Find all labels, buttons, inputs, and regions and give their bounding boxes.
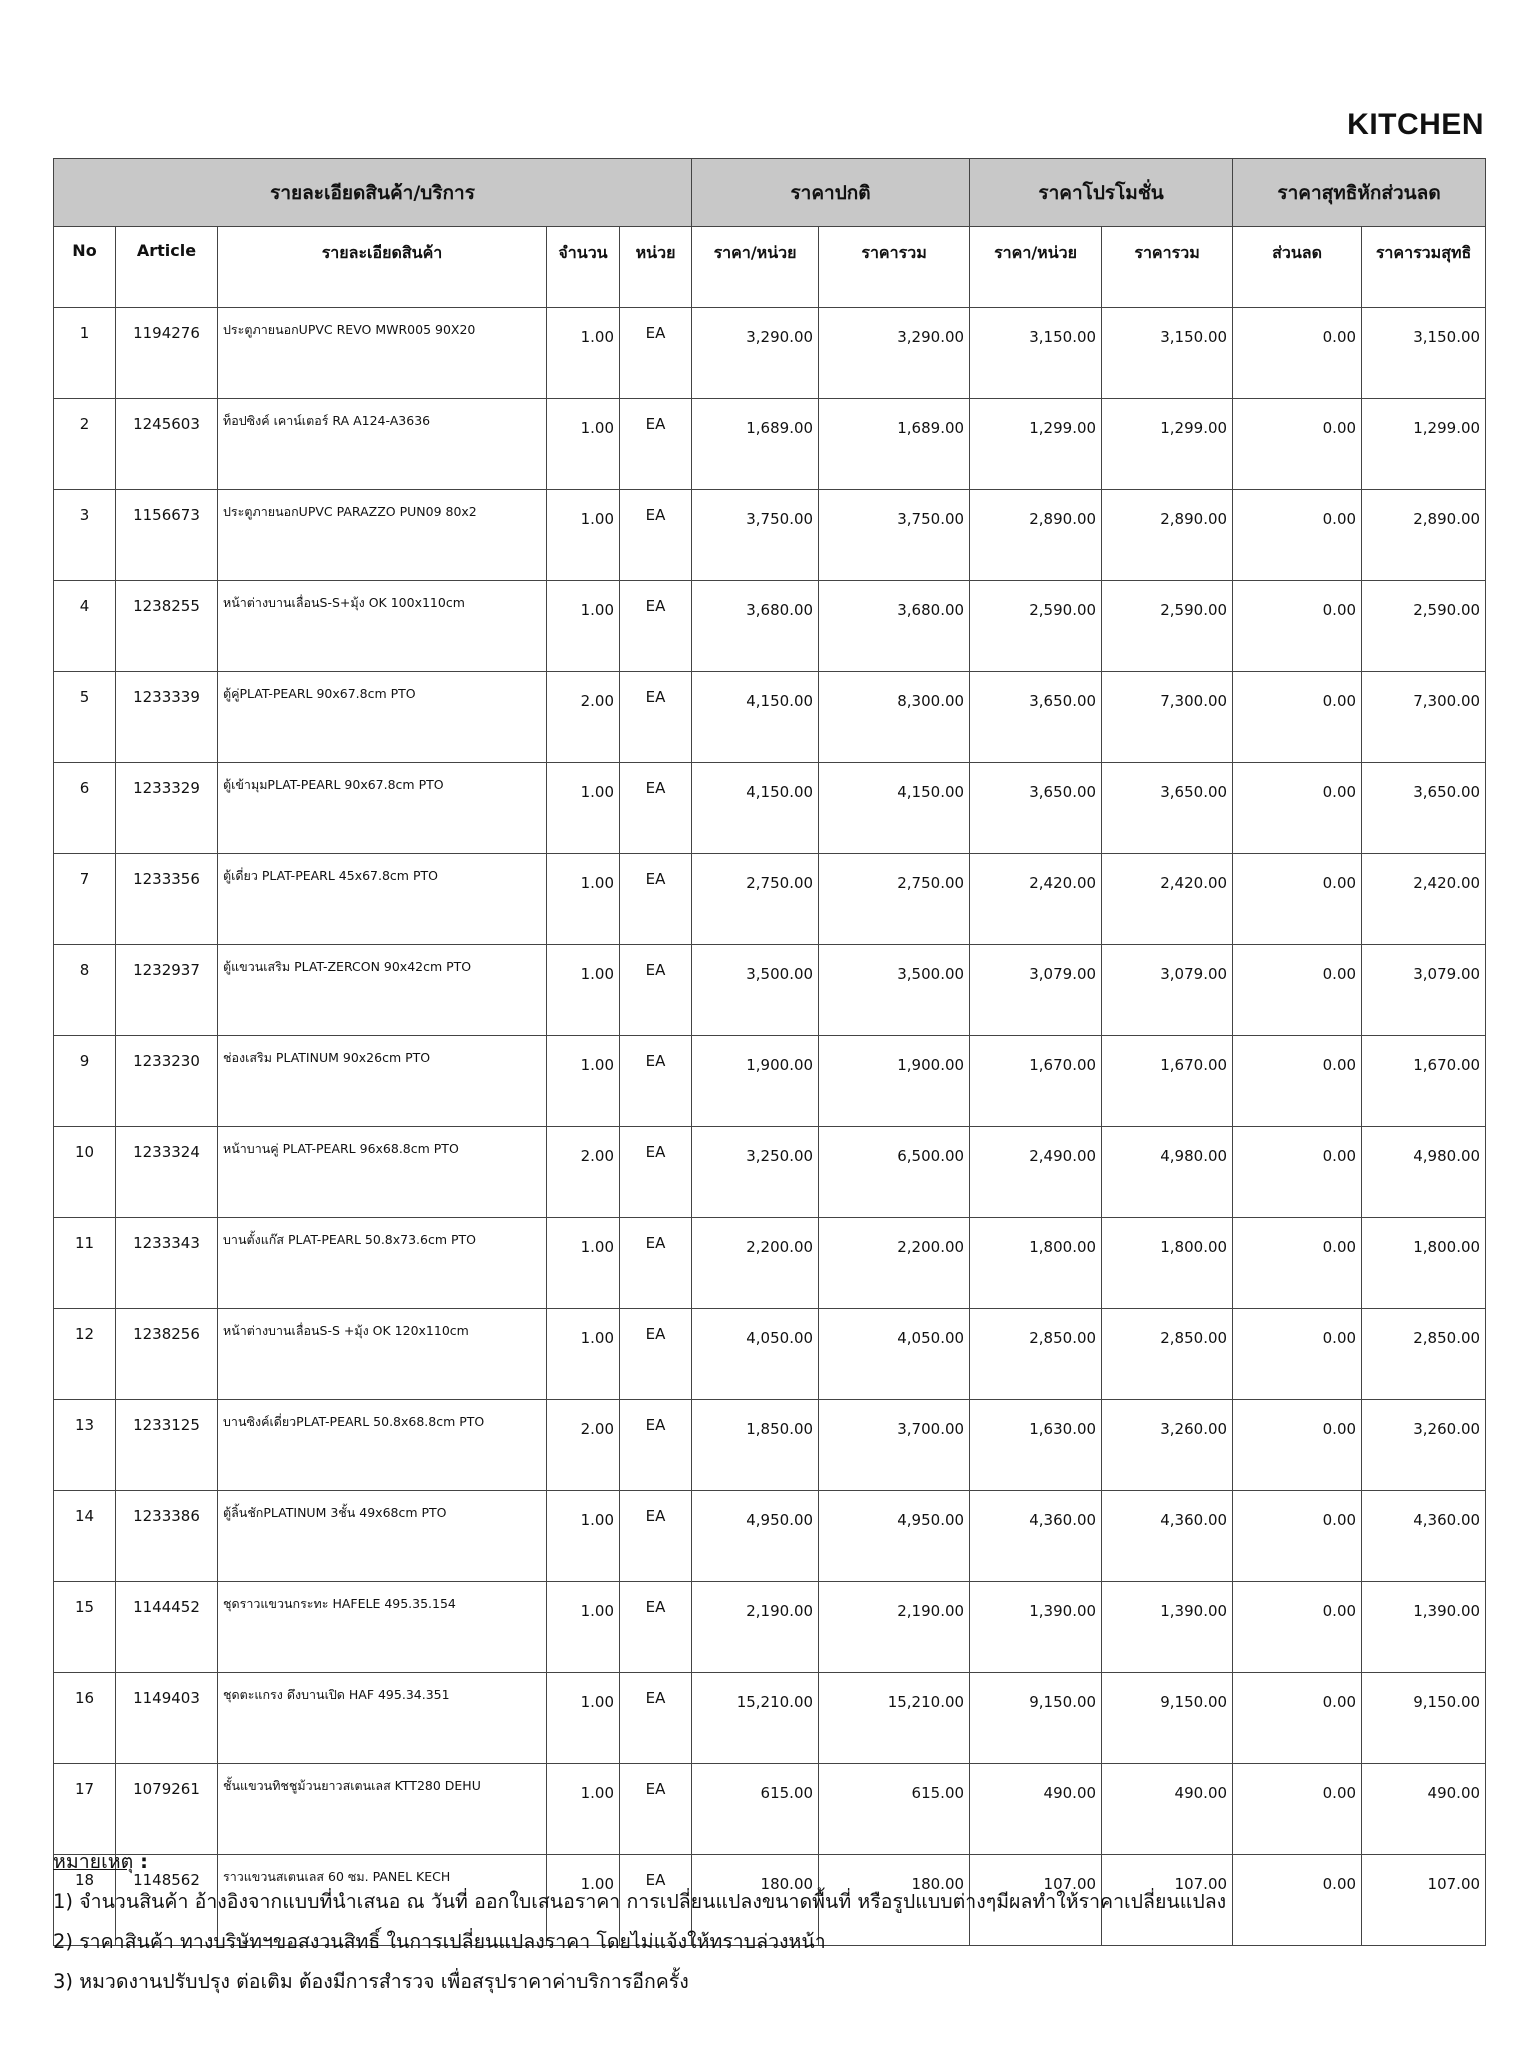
cell-article: 1245603 bbox=[116, 399, 218, 490]
cell-normal-unit: 180.00 bbox=[692, 1855, 819, 1946]
table-row bbox=[54, 1673, 1486, 1764]
cell-discount: 0.00 bbox=[1233, 1036, 1362, 1127]
cell-qty: 1.00 bbox=[547, 490, 620, 581]
cell-normal-unit: 2,200.00 bbox=[692, 1218, 819, 1309]
cell-article: 1238256 bbox=[116, 1309, 218, 1400]
cell-qty: 1.00 bbox=[547, 945, 620, 1036]
col-header-qty: จำนวน bbox=[547, 227, 620, 308]
cell-net-total: 3,650.00 bbox=[1362, 763, 1486, 854]
col-header-unit: หน่วย bbox=[620, 227, 692, 308]
group-header-normal-price: ราคาปกติ bbox=[692, 159, 970, 227]
cell-normal-unit: 3,750.00 bbox=[692, 490, 819, 581]
cell-no: 1 bbox=[54, 308, 116, 399]
cell-article: 1194276 bbox=[116, 308, 218, 399]
cell-net-total: 3,150.00 bbox=[1362, 308, 1486, 399]
cell-net-total: 2,850.00 bbox=[1362, 1309, 1486, 1400]
cell-normal-unit: 3,680.00 bbox=[692, 581, 819, 672]
cell-article: 1233386 bbox=[116, 1491, 218, 1582]
col-header-article: Article bbox=[116, 227, 218, 308]
cell-qty: 1.00 bbox=[547, 399, 620, 490]
cell-promo-total: 3,150.00 bbox=[1102, 308, 1233, 399]
cell-no: 17 bbox=[54, 1764, 116, 1855]
cell-net-total: 1,670.00 bbox=[1362, 1036, 1486, 1127]
cell-promo-unit: 1,670.00 bbox=[970, 1036, 1102, 1127]
cell-discount: 0.00 bbox=[1233, 763, 1362, 854]
cell-discount: 0.00 bbox=[1233, 1855, 1362, 1946]
cell-discount: 0.00 bbox=[1233, 399, 1362, 490]
cell-article: 1233230 bbox=[116, 1036, 218, 1127]
cell-promo-unit: 490.00 bbox=[970, 1764, 1102, 1855]
cell-desc: ตู้เข้ามุมPLAT-PEARL 90x67.8cm PTO bbox=[218, 763, 547, 854]
table-body bbox=[54, 308, 1486, 1946]
cell-promo-total: 3,650.00 bbox=[1102, 763, 1233, 854]
cell-promo-total: 2,590.00 bbox=[1102, 581, 1233, 672]
cell-normal-total: 1,900.00 bbox=[819, 1036, 970, 1127]
cell-desc: หน้าต่างบานเลื่อนS-S +มุ้ง OK 120x110cm bbox=[218, 1309, 547, 1400]
cell-desc: ชุดราวแขวนกระทะ HAFELE 495.35.154 bbox=[218, 1582, 547, 1673]
cell-normal-total: 4,150.00 bbox=[819, 763, 970, 854]
cell-qty: 1.00 bbox=[547, 1036, 620, 1127]
cell-promo-unit: 3,650.00 bbox=[970, 672, 1102, 763]
cell-normal-unit: 2,190.00 bbox=[692, 1582, 819, 1673]
cell-normal-total: 615.00 bbox=[819, 1764, 970, 1855]
cell-discount: 0.00 bbox=[1233, 945, 1362, 1036]
cell-promo-total: 4,980.00 bbox=[1102, 1127, 1233, 1218]
table-row bbox=[54, 854, 1486, 945]
note-line: 2) ราคาสินค้า ทางบริษัทฯขอสงวนสิทธิ์ ในการเปลี่ยนแปลงราคา โดยไม่แจ้งให้ทราบล่วงหน้า bbox=[53, 1930, 826, 1953]
cell-unit: EA bbox=[620, 763, 692, 854]
cell-net-total: 1,299.00 bbox=[1362, 399, 1486, 490]
cell-desc: หน้าต่างบานเลื่อนS-S+มุ้ง OK 100x110cm bbox=[218, 581, 547, 672]
cell-discount: 0.00 bbox=[1233, 581, 1362, 672]
cell-desc: ท็อปซิงค์ เคาน์เตอร์ RA A124-A3636 bbox=[218, 399, 547, 490]
note-line: 3) หมวดงานปรับปรุง ต่อเติม ต้องมีการสำรวจ เพื่อสรุปราคาค่าบริการอีกครั้ง bbox=[53, 1970, 689, 1993]
cell-no: 11 bbox=[54, 1218, 116, 1309]
cell-promo-unit: 1,630.00 bbox=[970, 1400, 1102, 1491]
cell-normal-total: 2,190.00 bbox=[819, 1582, 970, 1673]
cell-net-total: 107.00 bbox=[1362, 1855, 1486, 1946]
cell-normal-total: 15,210.00 bbox=[819, 1673, 970, 1764]
table-row bbox=[54, 308, 1486, 399]
cell-qty: 1.00 bbox=[547, 763, 620, 854]
cell-desc: ประตูภายนอกUPVC PARAZZO PUN09 80x2 bbox=[218, 490, 547, 581]
cell-desc: บานตั้งแก๊ส PLAT-PEARL 50.8x73.6cm PTO bbox=[218, 1218, 547, 1309]
cell-promo-unit: 3,150.00 bbox=[970, 308, 1102, 399]
col-header-normal-unit: ราคา/หน่วย bbox=[692, 227, 819, 308]
cell-net-total: 490.00 bbox=[1362, 1764, 1486, 1855]
notes-colon: : bbox=[133, 1850, 148, 1873]
cell-desc: บานซิงค์เดี่ยวPLAT-PEARL 50.8x68.8cm PTO bbox=[218, 1400, 547, 1491]
cell-qty: 1.00 bbox=[547, 854, 620, 945]
cell-unit: EA bbox=[620, 1764, 692, 1855]
cell-normal-total: 2,750.00 bbox=[819, 854, 970, 945]
cell-promo-total: 3,079.00 bbox=[1102, 945, 1233, 1036]
cell-normal-total: 4,050.00 bbox=[819, 1309, 970, 1400]
cell-unit: EA bbox=[620, 945, 692, 1036]
table-row bbox=[54, 672, 1486, 763]
cell-unit: EA bbox=[620, 672, 692, 763]
cell-article: 1233125 bbox=[116, 1400, 218, 1491]
cell-qty: 1.00 bbox=[547, 1673, 620, 1764]
cell-article: 1148562 bbox=[116, 1855, 218, 1946]
cell-promo-total: 107.00 bbox=[1102, 1855, 1233, 1946]
cell-qty: 1.00 bbox=[547, 581, 620, 672]
cell-no: 9 bbox=[54, 1036, 116, 1127]
cell-promo-unit: 1,390.00 bbox=[970, 1582, 1102, 1673]
cell-net-total: 1,800.00 bbox=[1362, 1218, 1486, 1309]
cell-no: 13 bbox=[54, 1400, 116, 1491]
cell-normal-total: 1,689.00 bbox=[819, 399, 970, 490]
cell-no: 15 bbox=[54, 1582, 116, 1673]
cell-normal-unit: 1,900.00 bbox=[692, 1036, 819, 1127]
cell-qty: 1.00 bbox=[547, 1491, 620, 1582]
cell-desc: ชุดตะแกรง ดึงบานเปิด HAF 495.34.351 bbox=[218, 1673, 547, 1764]
cell-discount: 0.00 bbox=[1233, 1309, 1362, 1400]
cell-promo-total: 490.00 bbox=[1102, 1764, 1233, 1855]
cell-no: 4 bbox=[54, 581, 116, 672]
cell-unit: EA bbox=[620, 1582, 692, 1673]
cell-discount: 0.00 bbox=[1233, 1218, 1362, 1309]
cell-normal-total: 180.00 bbox=[819, 1855, 970, 1946]
table-row bbox=[54, 1309, 1486, 1400]
cell-discount: 0.00 bbox=[1233, 672, 1362, 763]
table-row bbox=[54, 1400, 1486, 1491]
cell-promo-total: 3,260.00 bbox=[1102, 1400, 1233, 1491]
cell-promo-unit: 2,850.00 bbox=[970, 1309, 1102, 1400]
table-row bbox=[54, 1582, 1486, 1673]
notes-section bbox=[53, 1842, 1226, 2002]
cell-promo-total: 7,300.00 bbox=[1102, 672, 1233, 763]
cell-qty: 2.00 bbox=[547, 1127, 620, 1218]
cell-normal-unit: 3,290.00 bbox=[692, 308, 819, 399]
cell-unit: EA bbox=[620, 490, 692, 581]
cell-article: 1156673 bbox=[116, 490, 218, 581]
cell-desc: ราวแขวนสเตนเลส 60 ซม. PANEL KECH bbox=[218, 1855, 547, 1946]
cell-promo-unit: 2,420.00 bbox=[970, 854, 1102, 945]
cell-desc: ตู้เดี่ยว PLAT-PEARL 45x67.8cm PTO bbox=[218, 854, 547, 945]
cell-unit: EA bbox=[620, 1400, 692, 1491]
cell-promo-unit: 3,650.00 bbox=[970, 763, 1102, 854]
cell-qty: 1.00 bbox=[547, 1309, 620, 1400]
cell-unit: EA bbox=[620, 1491, 692, 1582]
cell-desc: ชั้นแขวนทิชชูม้วนยาวสเตนเลส KTT280 DEHU bbox=[218, 1764, 547, 1855]
cell-promo-total: 2,890.00 bbox=[1102, 490, 1233, 581]
cell-article: 1233329 bbox=[116, 763, 218, 854]
cell-desc: ประตูภายนอกUPVC REVO MWR005 90X20 bbox=[218, 308, 547, 399]
col-header-desc: รายละเอียดสินค้า bbox=[218, 227, 547, 308]
cell-promo-total: 1,390.00 bbox=[1102, 1582, 1233, 1673]
cell-net-total: 3,079.00 bbox=[1362, 945, 1486, 1036]
cell-promo-unit: 1,299.00 bbox=[970, 399, 1102, 490]
cell-no: 7 bbox=[54, 854, 116, 945]
group-header-details: รายละเอียดสินค้า/บริการ bbox=[54, 159, 692, 227]
table-row bbox=[54, 1764, 1486, 1855]
cell-no: 12 bbox=[54, 1309, 116, 1400]
page-title: KITCHEN bbox=[1347, 108, 1484, 141]
table-row bbox=[54, 763, 1486, 854]
cell-promo-total: 2,420.00 bbox=[1102, 854, 1233, 945]
cell-normal-total: 2,200.00 bbox=[819, 1218, 970, 1309]
cell-discount: 0.00 bbox=[1233, 1127, 1362, 1218]
group-header-promo-price: ราคาโปรโมชั่น bbox=[970, 159, 1233, 227]
cell-promo-total: 1,670.00 bbox=[1102, 1036, 1233, 1127]
cell-discount: 0.00 bbox=[1233, 308, 1362, 399]
cell-promo-unit: 107.00 bbox=[970, 1855, 1102, 1946]
cell-promo-total: 2,850.00 bbox=[1102, 1309, 1233, 1400]
cell-normal-total: 3,290.00 bbox=[819, 308, 970, 399]
cell-normal-unit: 4,150.00 bbox=[692, 672, 819, 763]
cell-net-total: 4,980.00 bbox=[1362, 1127, 1486, 1218]
quotation-table bbox=[53, 158, 1486, 1946]
col-header-discount: ส่วนลด bbox=[1233, 227, 1362, 308]
cell-unit: EA bbox=[620, 1036, 692, 1127]
col-header-normal-total: ราคารวม bbox=[819, 227, 970, 308]
table-row bbox=[54, 1127, 1486, 1218]
cell-promo-total: 9,150.00 bbox=[1102, 1673, 1233, 1764]
cell-desc: หน้าบานคู่ PLAT-PEARL 96x68.8cm PTO bbox=[218, 1127, 547, 1218]
cell-discount: 0.00 bbox=[1233, 1582, 1362, 1673]
cell-normal-total: 8,300.00 bbox=[819, 672, 970, 763]
cell-qty: 2.00 bbox=[547, 672, 620, 763]
col-header-net-total: ราคารวมสุทธิ bbox=[1362, 227, 1486, 308]
cell-discount: 0.00 bbox=[1233, 854, 1362, 945]
cell-promo-total: 1,299.00 bbox=[1102, 399, 1233, 490]
cell-article: 1233339 bbox=[116, 672, 218, 763]
cell-qty: 1.00 bbox=[547, 308, 620, 399]
cell-normal-unit: 4,150.00 bbox=[692, 763, 819, 854]
note-line: 1) จำนวนสินค้า อ้างอิงจากแบบที่นำเสนอ ณ วันที่ ออกใบเสนอราคา การเปลี่ยนแปลงขนาดพื้นที่ หรือรูปแบบต่างๆมีผลทำให้ราคาเปลี่ยนแปลง bbox=[53, 1890, 1227, 1913]
group-header-net-price: ราคาสุทธิหักส่วนลด bbox=[1233, 159, 1486, 227]
cell-unit: EA bbox=[620, 854, 692, 945]
table-row bbox=[54, 1036, 1486, 1127]
cell-no: 6 bbox=[54, 763, 116, 854]
cell-article: 1079261 bbox=[116, 1764, 218, 1855]
cell-promo-total: 1,800.00 bbox=[1102, 1218, 1233, 1309]
cell-discount: 0.00 bbox=[1233, 1491, 1362, 1582]
cell-normal-total: 4,950.00 bbox=[819, 1491, 970, 1582]
notes-heading: หมายเหตุ bbox=[53, 1850, 134, 1873]
cell-no: 3 bbox=[54, 490, 116, 581]
cell-desc: ตู้ลิ้นชักPLATINUM 3ชั้น 49x68cm PTO bbox=[218, 1491, 547, 1582]
cell-net-total: 4,360.00 bbox=[1362, 1491, 1486, 1582]
cell-article: 1233324 bbox=[116, 1127, 218, 1218]
cell-desc: ตู้คู่PLAT-PEARL 90x67.8cm PTO bbox=[218, 672, 547, 763]
cell-promo-unit: 9,150.00 bbox=[970, 1673, 1102, 1764]
cell-normal-total: 3,700.00 bbox=[819, 1400, 970, 1491]
cell-article: 1144452 bbox=[116, 1582, 218, 1673]
cell-no: 10 bbox=[54, 1127, 116, 1218]
cell-discount: 0.00 bbox=[1233, 490, 1362, 581]
cell-discount: 0.00 bbox=[1233, 1673, 1362, 1764]
cell-no: 2 bbox=[54, 399, 116, 490]
cell-normal-unit: 4,050.00 bbox=[692, 1309, 819, 1400]
cell-article: 1149403 bbox=[116, 1673, 218, 1764]
cell-promo-unit: 2,890.00 bbox=[970, 490, 1102, 581]
cell-desc: ตู้แขวนเสริม PLAT-ZERCON 90x42cm PTO bbox=[218, 945, 547, 1036]
cell-discount: 0.00 bbox=[1233, 1764, 1362, 1855]
cell-no: 14 bbox=[54, 1491, 116, 1582]
cell-qty: 1.00 bbox=[547, 1218, 620, 1309]
cell-article: 1238255 bbox=[116, 581, 218, 672]
cell-normal-unit: 1,850.00 bbox=[692, 1400, 819, 1491]
cell-promo-unit: 1,800.00 bbox=[970, 1218, 1102, 1309]
cell-normal-unit: 4,950.00 bbox=[692, 1491, 819, 1582]
cell-normal-unit: 1,689.00 bbox=[692, 399, 819, 490]
cell-unit: EA bbox=[620, 1855, 692, 1946]
cell-normal-total: 6,500.00 bbox=[819, 1127, 970, 1218]
cell-promo-unit: 3,079.00 bbox=[970, 945, 1102, 1036]
cell-qty: 1.00 bbox=[547, 1764, 620, 1855]
table-row bbox=[54, 1491, 1486, 1582]
cell-no: 8 bbox=[54, 945, 116, 1036]
col-header-no: No bbox=[54, 227, 116, 308]
cell-normal-unit: 2,750.00 bbox=[692, 854, 819, 945]
cell-no: 18 bbox=[54, 1855, 116, 1946]
cell-article: 1233356 bbox=[116, 854, 218, 945]
cell-normal-total: 3,750.00 bbox=[819, 490, 970, 581]
cell-unit: EA bbox=[620, 1673, 692, 1764]
cell-net-total: 2,890.00 bbox=[1362, 490, 1486, 581]
cell-normal-total: 3,680.00 bbox=[819, 581, 970, 672]
cell-unit: EA bbox=[620, 308, 692, 399]
cell-normal-unit: 15,210.00 bbox=[692, 1673, 819, 1764]
table-row bbox=[54, 1218, 1486, 1309]
cell-promo-unit: 4,360.00 bbox=[970, 1491, 1102, 1582]
cell-no: 16 bbox=[54, 1673, 116, 1764]
cell-unit: EA bbox=[620, 581, 692, 672]
cell-no: 5 bbox=[54, 672, 116, 763]
cell-net-total: 2,590.00 bbox=[1362, 581, 1486, 672]
cell-unit: EA bbox=[620, 399, 692, 490]
cell-unit: EA bbox=[620, 1309, 692, 1400]
cell-article: 1232937 bbox=[116, 945, 218, 1036]
cell-qty: 1.00 bbox=[547, 1582, 620, 1673]
col-header-promo-total: ราคารวม bbox=[1102, 227, 1233, 308]
cell-discount: 0.00 bbox=[1233, 1400, 1362, 1491]
cell-desc: ช่องเสริม PLATINUM 90x26cm PTO bbox=[218, 1036, 547, 1127]
cell-promo-total: 4,360.00 bbox=[1102, 1491, 1233, 1582]
cell-normal-unit: 615.00 bbox=[692, 1764, 819, 1855]
cell-unit: EA bbox=[620, 1127, 692, 1218]
table-row bbox=[54, 490, 1486, 581]
cell-net-total: 1,390.00 bbox=[1362, 1582, 1486, 1673]
cell-promo-unit: 2,590.00 bbox=[970, 581, 1102, 672]
cell-net-total: 3,260.00 bbox=[1362, 1400, 1486, 1491]
cell-net-total: 2,420.00 bbox=[1362, 854, 1486, 945]
table-row bbox=[54, 581, 1486, 672]
cell-qty: 1.00 bbox=[547, 1855, 620, 1946]
cell-promo-unit: 2,490.00 bbox=[970, 1127, 1102, 1218]
table-row bbox=[54, 399, 1486, 490]
table-row bbox=[54, 945, 1486, 1036]
cell-net-total: 7,300.00 bbox=[1362, 672, 1486, 763]
cell-unit: EA bbox=[620, 1218, 692, 1309]
cell-normal-unit: 3,250.00 bbox=[692, 1127, 819, 1218]
cell-net-total: 9,150.00 bbox=[1362, 1673, 1486, 1764]
cell-normal-unit: 3,500.00 bbox=[692, 945, 819, 1036]
col-header-promo-unit: ราคา/หน่วย bbox=[970, 227, 1102, 308]
cell-article: 1233343 bbox=[116, 1218, 218, 1309]
cell-normal-total: 3,500.00 bbox=[819, 945, 970, 1036]
cell-qty: 2.00 bbox=[547, 1400, 620, 1491]
